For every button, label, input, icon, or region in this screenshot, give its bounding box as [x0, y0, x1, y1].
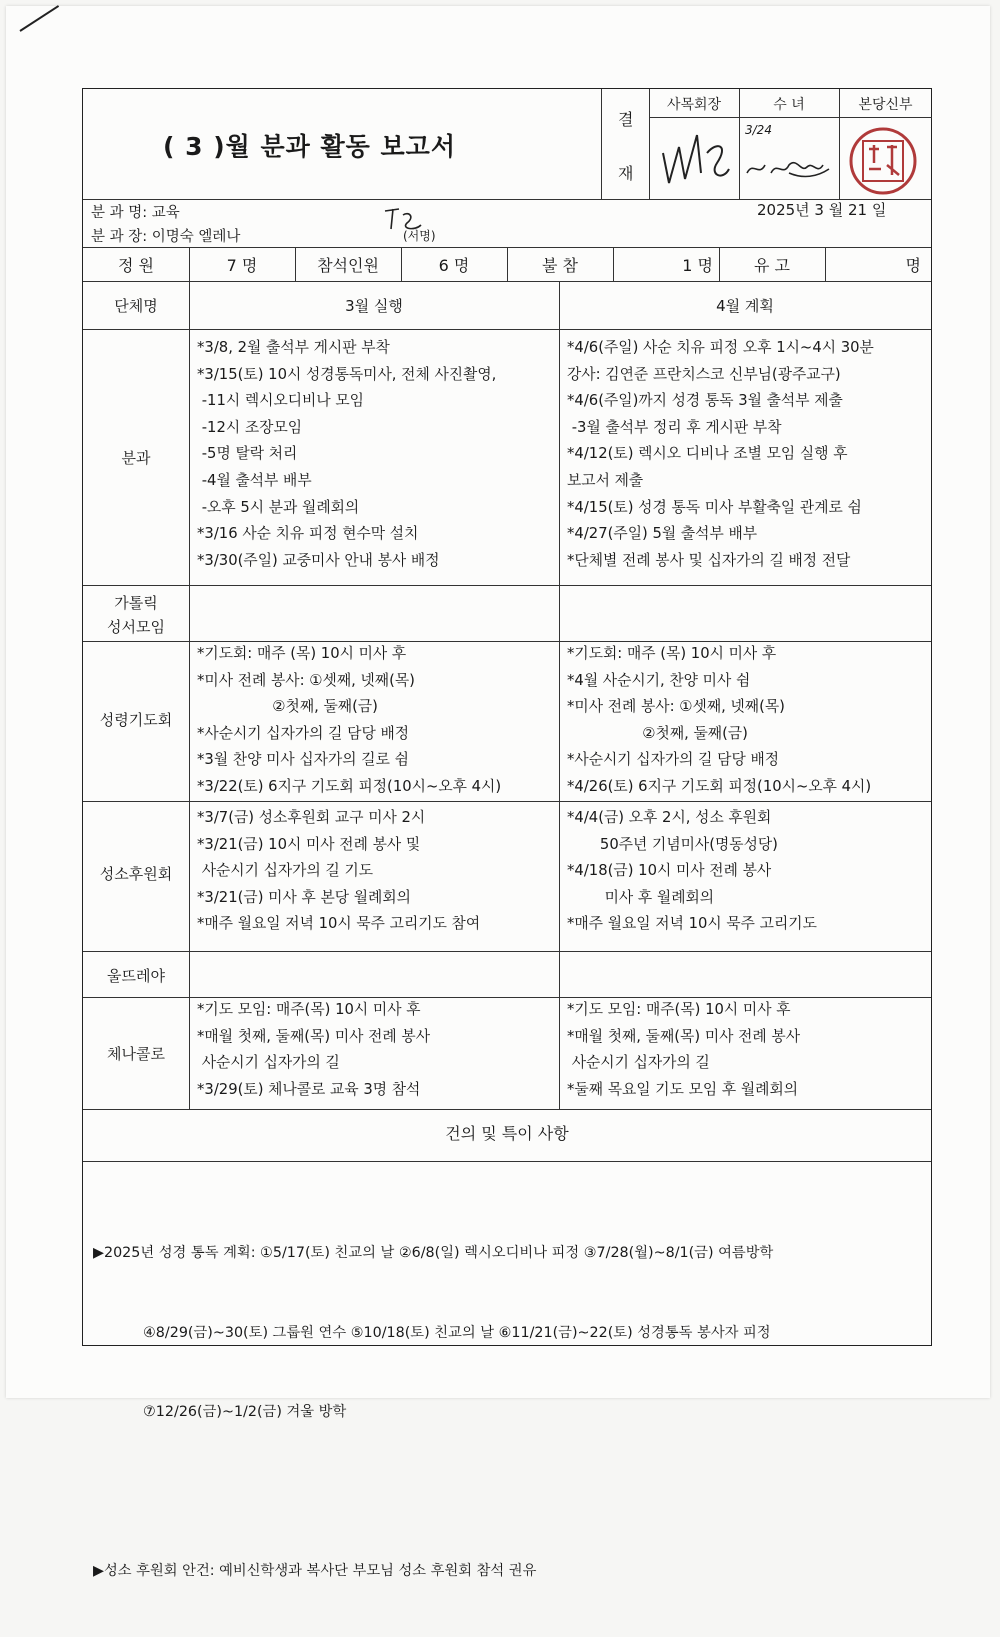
list-item: *4/6(주일) 사순 치유 피정 오후 1시~4시 30분	[567, 339, 874, 356]
quota-label: 정 원	[118, 256, 154, 275]
row-name-line: 성서모임	[107, 618, 165, 636]
row-cenacolo-april	[567, 997, 800, 1103]
list-item: -3월 출석부 정리 후 게시판 부착	[567, 418, 782, 436]
pen-stroke-mark	[19, 5, 59, 32]
list-item: *미사 전례 봉사: ①셋째, 넷째(목)	[567, 698, 785, 716]
department-label: 분 과 명:	[91, 205, 148, 221]
list-item: 보고서 제출	[567, 471, 644, 489]
department-head-label: 분 과 장:	[91, 229, 148, 245]
notes-body	[93, 1187, 773, 1637]
col-header-april: 4월 계획	[716, 297, 774, 315]
list-item: *4/18(금) 10시 미사 전례 봉사	[567, 862, 772, 880]
list-item: *사순시기 십자가의 길 담당 배정	[197, 724, 410, 742]
notes-item: ▶성소 후원회 안건: 예비신학생과 복사단 부모님 성소 후원회 참석 권유	[93, 1562, 537, 1579]
list-item: *매월 첫째, 둘째(목) 미사 전례 봉사	[567, 1027, 800, 1045]
approver-pastor: 본당신부	[858, 97, 913, 113]
list-item: -12시 조장모임	[197, 418, 303, 436]
row-prayer-april	[567, 641, 871, 801]
department-field	[91, 201, 180, 222]
list-item: *3/15(토) 10시 성경통독미사, 전체 사진촬영,	[197, 365, 497, 383]
list-item: *사순시기 십자가의 길 담당 배정	[567, 751, 780, 769]
absent-label: 불 참	[542, 256, 578, 275]
list-item: *기도회: 매주 (목) 10시 미사 후	[197, 645, 407, 662]
list-item: *미사 전례 봉사: ①셋째, 넷째(목)	[197, 671, 415, 689]
present-label: 참석인원	[317, 256, 379, 275]
excused-label: 유 고	[754, 256, 790, 275]
list-item: *3/21(금) 10시 미사 전례 봉사 및	[197, 835, 421, 853]
list-item: ②첫째, 둘째(금)	[197, 698, 378, 716]
row-cenacolo-march	[197, 997, 430, 1103]
list-item: *4/27(주일) 5월 출석부 배부	[567, 525, 758, 543]
row-name-vocation-support: 성소후원회	[99, 865, 173, 883]
list-item: ②첫째, 둘째(금)	[567, 724, 748, 742]
list-item: 사순시기 십자가의 길	[567, 1054, 710, 1072]
list-item: *3/8, 2월 출석부 게시판 부착	[197, 339, 390, 356]
report-form	[82, 88, 932, 1579]
department-value: 교육	[151, 205, 180, 221]
list-item: -11시 렉시오디비나 모임	[197, 392, 364, 410]
list-item: *3/21(금) 미사 후 본당 월례회의	[197, 888, 411, 906]
excused-value: 명	[905, 256, 921, 275]
row-name-line: 가톨릭	[114, 594, 158, 612]
present-value: 6 명	[438, 256, 470, 275]
list-item: *둘째 목요일 기도 모임 후 월례회의	[567, 1080, 799, 1098]
report-date: 2025년 3 월 21 일	[757, 201, 887, 219]
approver-pastoral-council-head: 사목회장	[666, 97, 722, 113]
list-item: *4/12(토) 렉시오 디비나 조별 모임 실행 후	[567, 445, 848, 463]
row-name-department: 분과	[121, 449, 151, 467]
row-department-april	[567, 335, 874, 574]
notes-item: ④8/29(금)~30(토) 그룹원 연수 ⑤10/18(토) 친교의 날 ⑥11/21(금)~22(토) 성경통독 봉사자 피정	[93, 1324, 771, 1341]
list-item: 50주년 기념미사(명동성당)	[567, 835, 778, 853]
col-header-march: 3월 실행	[345, 297, 403, 315]
sister-signature	[743, 143, 835, 189]
sign-label: (서명)	[403, 229, 436, 243]
list-item: *3/16 사순 치유 피정 현수막 설치	[197, 525, 419, 543]
row-vocation-march	[197, 805, 480, 938]
row-name-cenacolo: 체나콜로	[107, 1045, 165, 1063]
department-head-field	[91, 225, 240, 246]
approver-sister: 수 녀	[773, 97, 805, 113]
pastoral-council-head-signature	[657, 123, 733, 191]
list-item: *기도 모임: 매주(목) 10시 미사 후	[197, 1001, 421, 1018]
list-item: 사순시기 십자가의 길	[197, 1054, 340, 1072]
row-prayer-march	[197, 641, 501, 801]
list-item: *4/6(주일)까지 성경 통독 3월 출석부 제출	[567, 392, 843, 410]
list-item: *3/29(토) 체나콜로 교육 3명 참석	[197, 1080, 421, 1098]
list-item: *매주 월요일 저녁 10시 묵주 고리기도 참여	[197, 915, 481, 933]
list-item: -4월 출석부 배부	[197, 471, 312, 489]
sister-date-note: 3/24	[745, 123, 772, 137]
list-item: *매주 월요일 저녁 10시 묵주 고리기도	[567, 915, 817, 933]
absent-value: 1 명	[682, 256, 713, 275]
quota-value: 7 명	[226, 256, 258, 275]
notes-item: ⑦12/26(금)~1/2(금) 겨울 방학	[93, 1404, 347, 1420]
list-item: *4/4(금) 오후 2시, 성소 후원회	[567, 809, 772, 826]
document-page	[6, 6, 990, 1579]
list-item: 사순시기 십자가의 길 기도	[197, 862, 374, 880]
list-item: -5명 탈락 처리	[197, 445, 298, 463]
list-item: *단체별 전례 봉사 및 십자가의 길 배정 전달	[567, 551, 851, 569]
list-item: *4/26(토) 6지구 기도회 피정(10시~오후 4시)	[567, 777, 872, 795]
list-item: 강사: 김연준 프란치스코 신부님(광주교구)	[567, 365, 841, 383]
approval-label-2: 재	[618, 164, 634, 183]
list-item: *기도 모임: 매주(목) 10시 미사 후	[567, 1001, 791, 1018]
list-item: *3/30(주일) 교중미사 안내 봉사 배정	[197, 551, 440, 569]
list-item: *기도회: 매주 (목) 10시 미사 후	[567, 645, 777, 662]
list-item: *4월 사순시기, 찬양 미사 쉼	[567, 671, 751, 689]
row-name-catholic-bible-group	[83, 591, 189, 639]
list-item: *3월 찬양 미사 십자가의 길로 쉼	[197, 751, 409, 769]
col-header-group: 단체명	[114, 297, 158, 315]
row-vocation-april	[567, 805, 817, 938]
row-name-ultreya: 울뜨레야	[107, 967, 165, 985]
list-item: -오후 5시 분과 월례회의	[197, 498, 360, 516]
list-item: 미사 후 월례회의	[567, 888, 715, 906]
notes-item: ▶2025년 성경 통독 계획: ①5/17(토) 친교의 날 ②6/8(일) 렉시오디비나 피정 ③7/28(월)~8/1(금) 여름방학	[93, 1245, 774, 1261]
list-item: *4/15(토) 성경 통독 미사 부활축일 관계로 쉼	[567, 498, 862, 516]
department-head-value: 이명숙 엘레나	[151, 229, 241, 245]
report-title: ( 3 )월 분과 활동 보고서	[163, 132, 456, 161]
list-item: *3/7(금) 성소후원회 교구 미사 2시	[197, 809, 426, 826]
list-item: *매월 첫째, 둘째(목) 미사 전례 봉사	[197, 1027, 430, 1045]
approval-label-1: 결	[618, 110, 634, 129]
row-department-march	[197, 335, 496, 574]
row-name-holy-spirit-prayer: 성령기도회	[99, 711, 173, 729]
pastor-seal-icon	[843, 119, 929, 199]
list-item: *3/22(토) 6지구 기도회 피정(10시~오후 4시)	[197, 777, 502, 795]
notes-heading: 건의 및 특이 사항	[445, 1124, 569, 1143]
